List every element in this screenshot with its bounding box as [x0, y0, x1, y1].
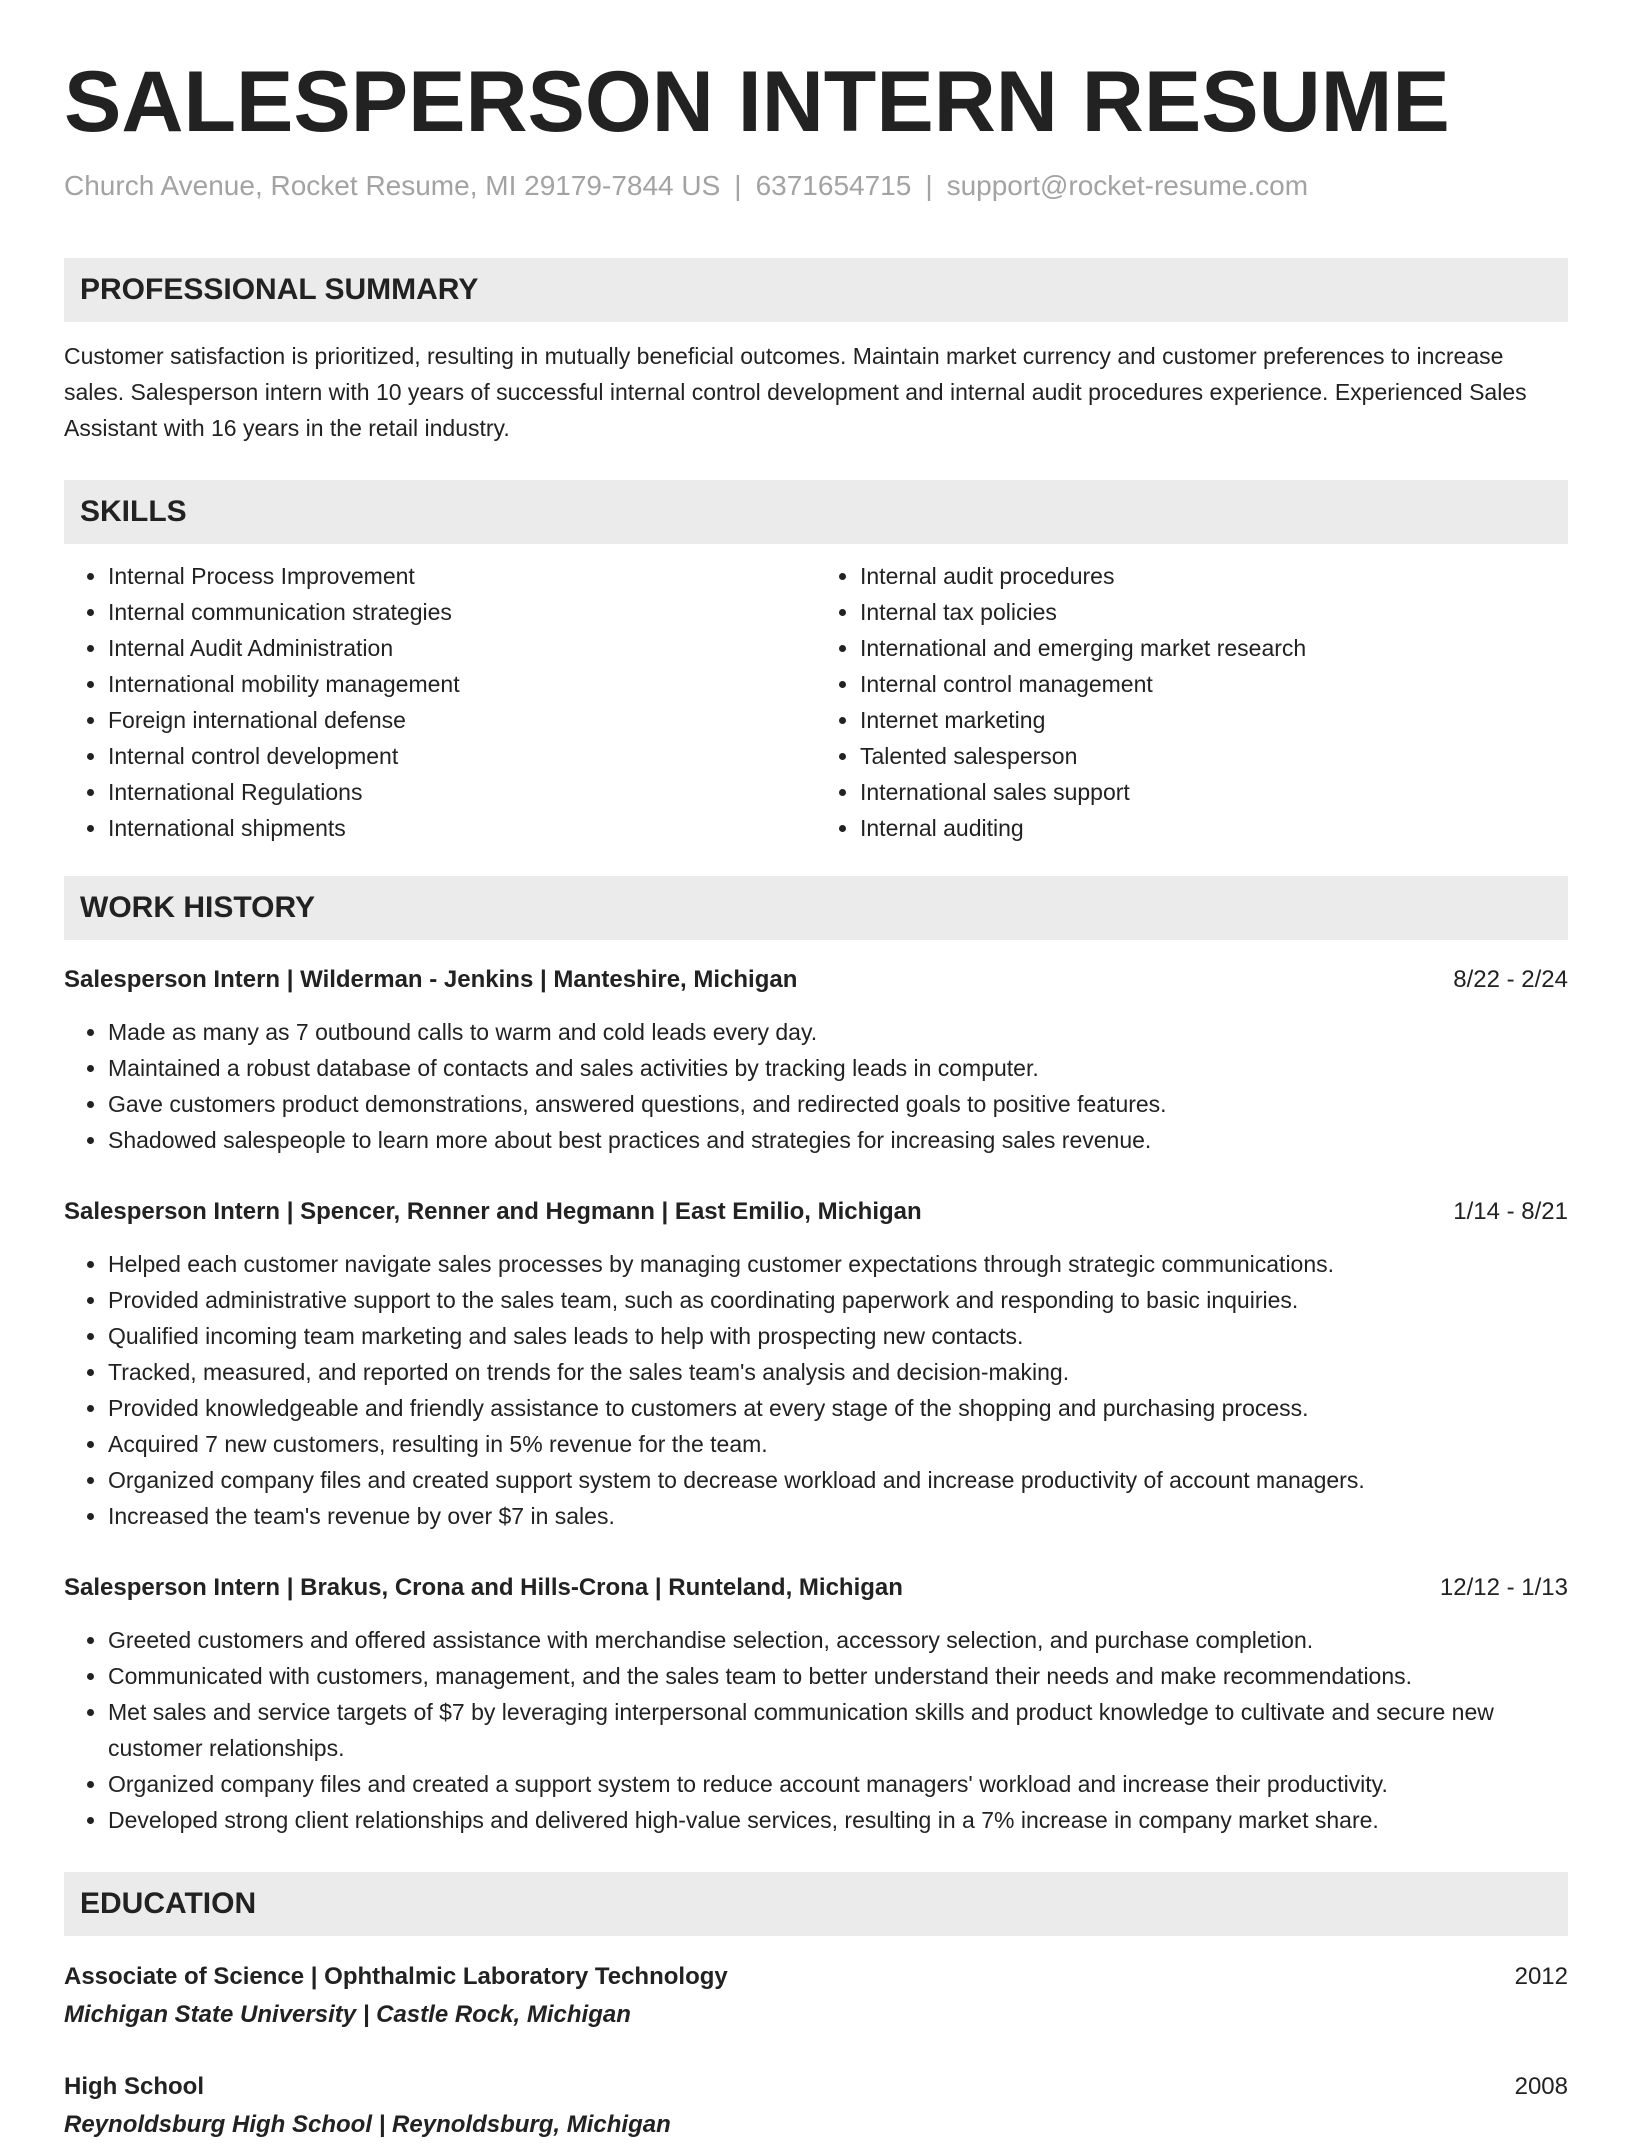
education-entry — [64, 2068, 1568, 2144]
job-bullets — [64, 1246, 1568, 1534]
degree: Associate of Science | Ophthalmic Laboratory Technology — [64, 1963, 728, 1990]
skill-item: • Internal control development — [108, 738, 816, 774]
skill-item: • Talented salesperson — [860, 738, 1568, 774]
skill-item: • Internal communication strategies — [108, 594, 816, 630]
job-bullet: • Provided knowledgeable and friendly assistance to customers at every stage of the shopping and purchasing process. — [108, 1390, 1568, 1426]
job-entry — [64, 962, 1568, 1158]
job-dates: 12/12 - 1/13 — [1439, 1574, 1568, 1601]
summary-text: Customer satisfaction is prioritized, resulting in mutually beneficial outcomes. Maintain market currency and customer preferences to increase sales. Salesperson intern with 10 years of successful internal control development and internal audit procedures experience. Experienced Sales Assistant with 16 years in the retail industry. — [64, 343, 1527, 441]
section-heading-summary: PROFESSIONAL SUMMARY — [64, 258, 1568, 322]
job-bullet: • Increased the team's revenue by over $7 in sales. — [108, 1498, 1568, 1534]
job-bullets — [64, 1622, 1568, 1838]
skills-list — [64, 558, 1568, 846]
skill-item: • International shipments — [108, 810, 816, 846]
job-bullet: • Maintained a robust database of contacts and sales activities by tracking leads in computer. — [108, 1050, 1568, 1086]
skill-item: • Internal auditing — [860, 810, 1568, 846]
job-bullet: • Organized company files and created a support system to reduce account managers' workload and increase their productivity. — [108, 1766, 1568, 1802]
school: Reynoldsburg High School | Reynoldsburg, Michigan — [64, 2111, 671, 2138]
education-year: 2012 — [1514, 1963, 1568, 1990]
skill-item: • International and emerging market research — [860, 630, 1568, 666]
email-link[interactable]: support@rocket-resume.com — [946, 170, 1309, 201]
section-heading-work: WORK HISTORY — [64, 876, 1568, 940]
education-year: 2008 — [1514, 2073, 1568, 2100]
job-bullet: • Provided administrative support to the sales team, such as coordinating paperwork and responding to basic inquiries. — [108, 1282, 1568, 1318]
job-title: Salesperson Intern | Spencer, Renner and Hegmann | East Emilio, Michigan — [64, 1198, 922, 1225]
job-title: Salesperson Intern | Wilderman - Jenkins | Manteshire, Michigan — [64, 966, 798, 993]
job-bullet: • Communicated with customers, management, and the sales team to better understand their needs and make recommendations. — [108, 1658, 1568, 1694]
contact-line — [64, 166, 1568, 206]
skill-item: • International sales support — [860, 774, 1568, 810]
job-entry — [64, 1194, 1568, 1534]
section-heading-skills: SKILLS — [64, 480, 1568, 544]
skill-item: • Internal Process Improvement — [108, 558, 816, 594]
job-bullet: • Qualified incoming team marketing and sales leads to help with prospecting new contacts. — [108, 1318, 1568, 1354]
job-bullet: • Helped each customer navigate sales processes by managing customer expectations through strategic communications. — [108, 1246, 1568, 1282]
skill-item: • International mobility management — [108, 666, 816, 702]
job-dates: 1/14 - 8/21 — [1453, 1198, 1568, 1225]
job-bullet: • Shadowed salespeople to learn more about best practices and strategies for increasing sales revenue. — [108, 1122, 1568, 1158]
skill-item: • Internal Audit Administration — [108, 630, 816, 666]
skill-item: • Internet marketing — [860, 702, 1568, 738]
job-bullets — [64, 1014, 1568, 1158]
job-bullet: • Organized company files and created support system to decrease workload and increase productivity of account managers. — [108, 1462, 1568, 1498]
degree: High School — [64, 2073, 204, 2100]
job-title: Salesperson Intern | Brakus, Crona and Hills-Crona | Runteland, Michigan — [64, 1574, 903, 1601]
education-entry — [64, 1958, 1568, 2034]
job-bullet: • Developed strong client relationships and delivered high-value services, resulting in a 7% increase in company market share. — [108, 1802, 1568, 1838]
job-header — [64, 962, 1568, 998]
address: Church Avenue, Rocket Resume, MI 29179-7844 US — [64, 170, 721, 201]
job-bullet: • Made as many as 7 outbound calls to warm and cold leads every day. — [108, 1014, 1568, 1050]
job-bullet: • Greeted customers and offered assistance with merchandise selection, accessory selection, and purchase completion. — [108, 1622, 1568, 1658]
skill-item: • Internal audit procedures — [860, 558, 1568, 594]
separator: | — [925, 170, 933, 201]
resume-title: SALESPERSON INTERN RESUME — [64, 54, 1450, 150]
education-header — [64, 2068, 1568, 2106]
job-entry — [64, 1570, 1568, 1838]
job-dates: 8/22 - 2/24 — [1453, 966, 1568, 993]
skills-column-left — [64, 558, 816, 846]
skills-column-right — [816, 558, 1568, 846]
job-header — [64, 1194, 1568, 1230]
section-heading-education: EDUCATION — [64, 1872, 1568, 1936]
job-bullet: • Tracked, measured, and reported on trends for the sales team's analysis and decision-making. — [108, 1354, 1568, 1390]
school: Michigan State University | Castle Rock, Michigan — [64, 2001, 631, 2028]
skill-item: • Foreign international defense — [108, 702, 816, 738]
phone: 6371654715 — [755, 170, 912, 201]
job-bullet: • Met sales and service targets of $7 by leveraging interpersonal communication skills and product knowledge to cultivate and secure new customer relationships. — [108, 1694, 1568, 1766]
job-header — [64, 1570, 1568, 1606]
skill-item: • International Regulations — [108, 774, 816, 810]
skill-item: • Internal tax policies — [860, 594, 1568, 630]
education-header — [64, 1958, 1568, 1996]
job-bullet: • Acquired 7 new customers, resulting in 5% revenue for the team. — [108, 1426, 1568, 1462]
separator: | — [734, 170, 742, 201]
skill-item: • Internal control management — [860, 666, 1568, 702]
job-bullet: • Gave customers product demonstrations, answered questions, and redirected goals to positive features. — [108, 1086, 1568, 1122]
